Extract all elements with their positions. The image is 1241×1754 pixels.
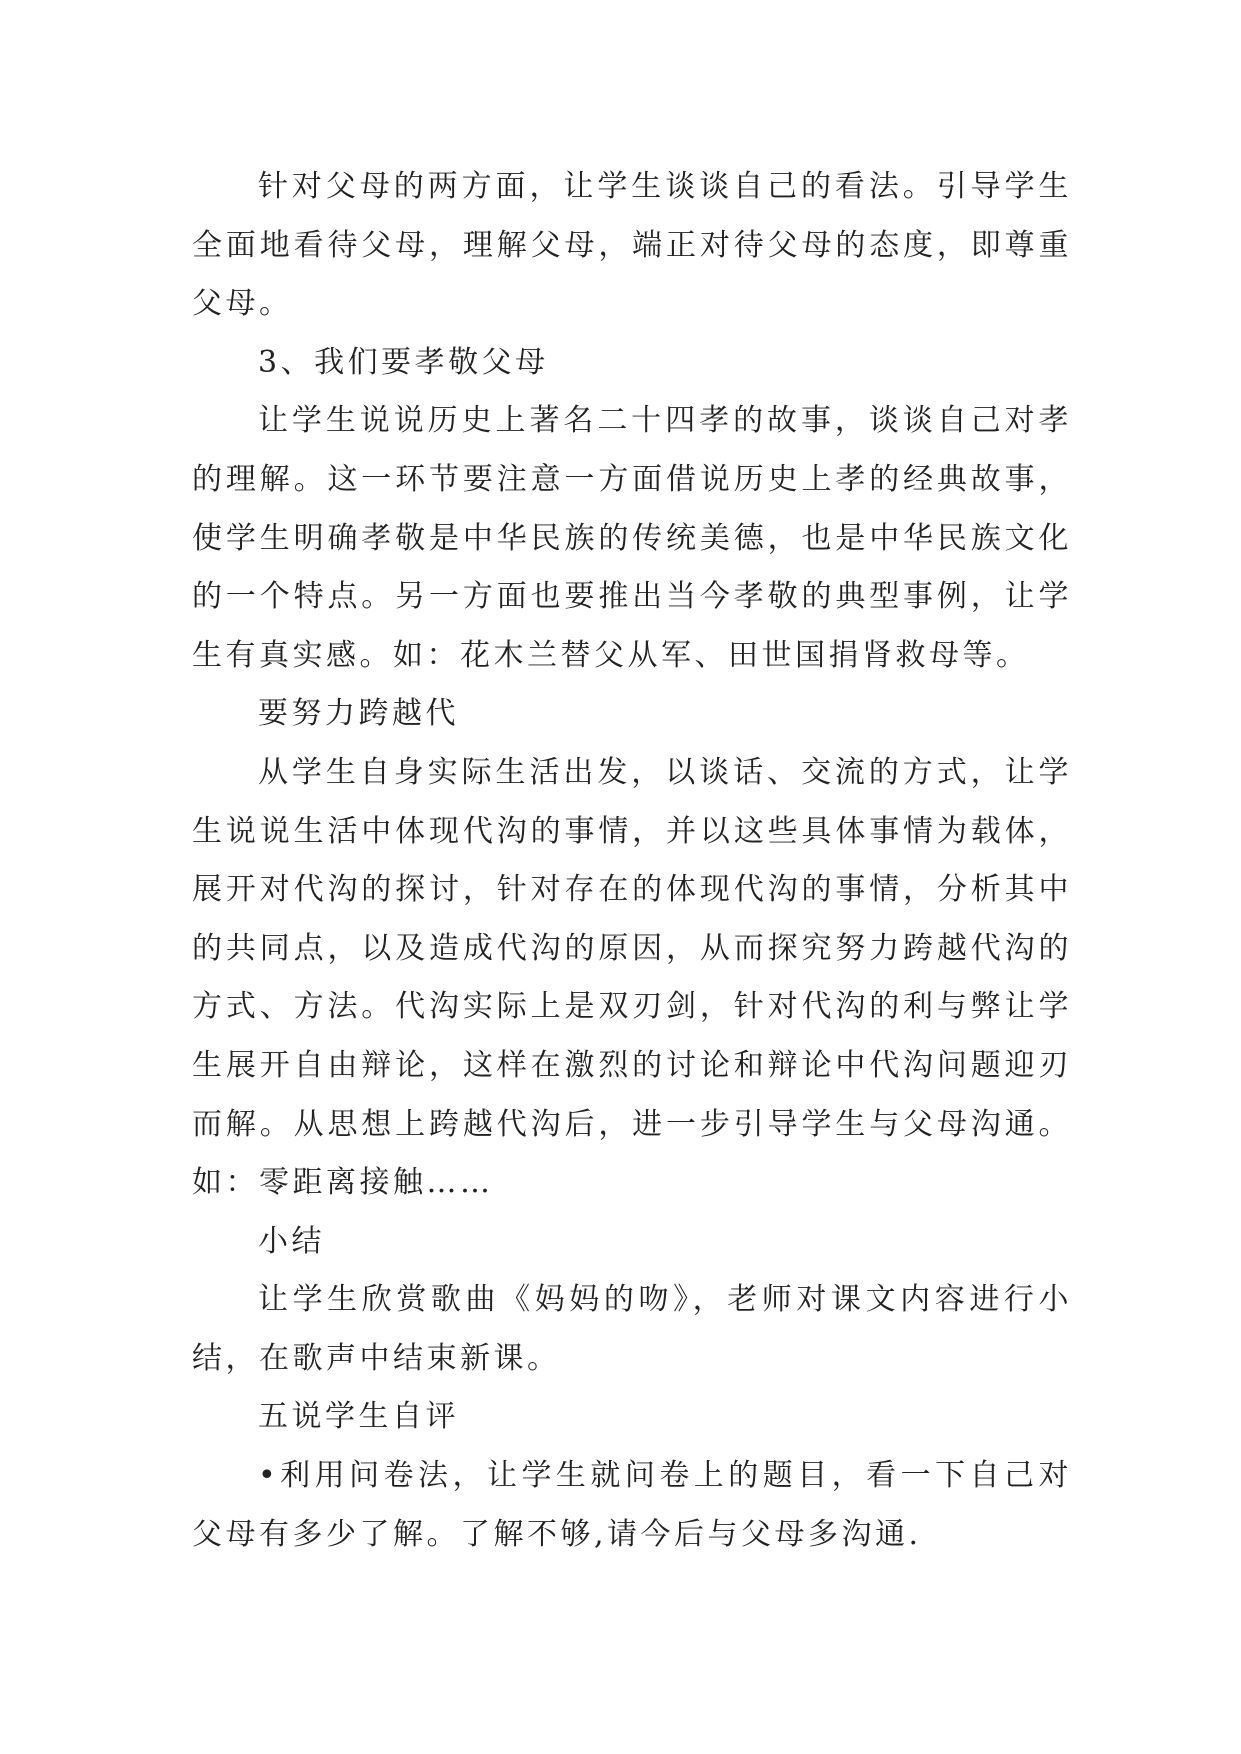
heading-self-evaluation: 五说学生自评: [258, 1399, 459, 1435]
paragraph-generation-gap: 从学生自身实际生活出发，以谈话、交流的方式，让学生说说生活中体现代沟的事情，并以这些具体事情为载体，展开对代沟的探讨，针对存在的体现代沟的事情，分析其中的共同点，以及造成代沟的原因，从而探究努力跨越代沟的方式、方法。代沟实际上是双刃剑，针对代沟的利与弊让学生展开自由辩论，这样在激烈的讨论和辩论中代沟问题迎刃而解。从思想上跨越代沟后，进一步引导学生与父母沟通。如：零距离接触……: [192, 754, 1072, 1201]
heading-summary: 小结: [258, 1223, 325, 1259]
paragraph-twenty-four-filial: 让学生说说历史上著名二十四孝的故事，谈谈自己对孝的理解。这一环节要注意一方面借说历史上孝的经典故事，使学生明确孝敬是中华民族的传统美德，也是中华民族文化的一个特点。另一方面也要推出当今孝敬的典型事例，让学生有真实感。如：花木兰替父从军、田世国捐肾救母等。: [192, 403, 1072, 673]
paragraph-summary: 让学生欣赏歌曲《妈妈的吻》，老师对课文内容进行小结，在歌声中结束新课。: [192, 1282, 1072, 1376]
heading-bridge-generation: 要努力跨越代: [258, 696, 459, 732]
document-body: [192, 158, 1072, 1564]
paragraph-questionnaire: •利用问卷法，让学生就问卷上的题目，看一下自己对父母有多少了解。了解不够,请今后与父母多沟通.: [192, 1458, 1072, 1552]
heading-filial-piety: 3、我们要孝敬父母: [258, 344, 549, 380]
paragraph-respect-parents: 针对父母的两方面，让学生谈谈自己的看法。引导学生全面地看待父母，理解父母，端正对待父母的态度，即尊重父母。: [192, 169, 1072, 322]
